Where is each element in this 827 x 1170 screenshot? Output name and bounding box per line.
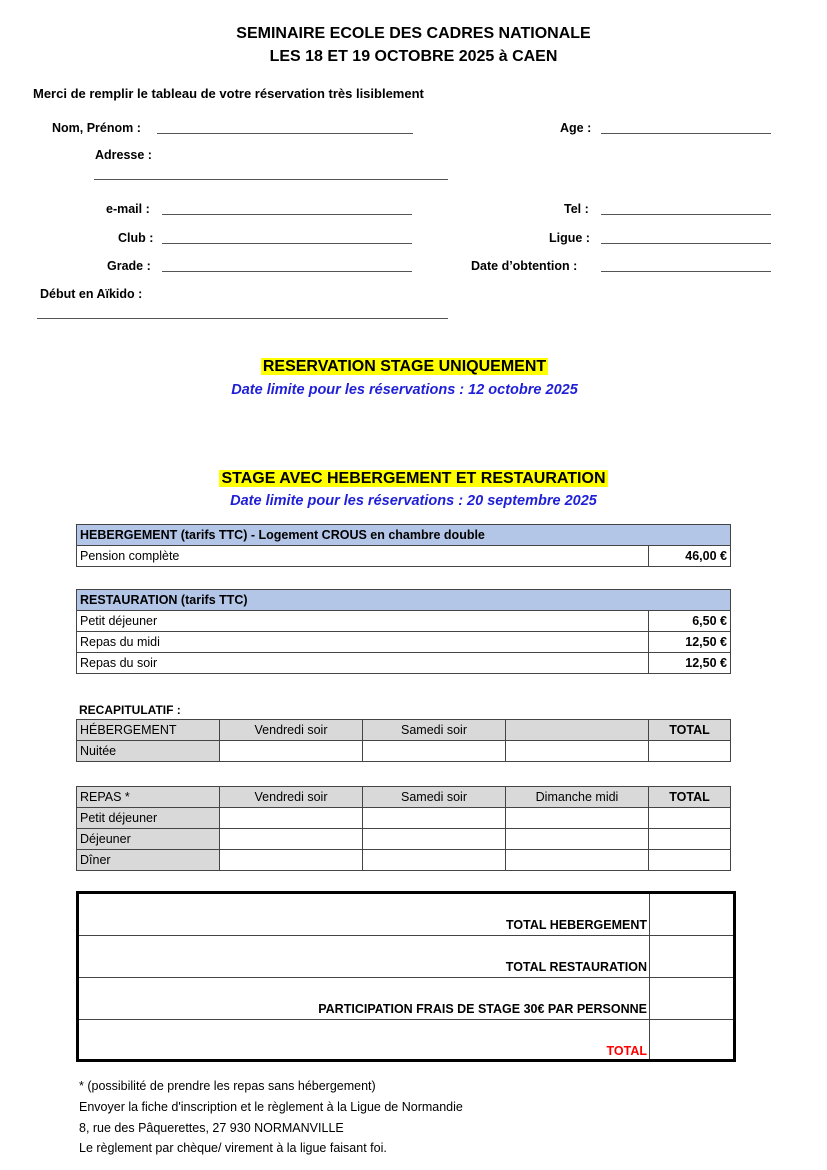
title-line-2: LES 18 ET 19 OCTOBRE 2025 à CAEN	[269, 48, 558, 65]
table-row	[77, 611, 731, 632]
table-row	[77, 850, 731, 871]
field-grade[interactable]	[162, 271, 412, 272]
hebergement-header: HEBERGEMENT (tarifs TTC) - Logement CROUS en chambre double	[77, 525, 731, 546]
input-cell[interactable]	[220, 850, 363, 871]
hebergement-table	[76, 524, 731, 567]
label-age: Age :	[560, 121, 592, 135]
summary-total-cell[interactable]	[650, 1020, 733, 1061]
stage-only-title: RESERVATION STAGE UNIQUEMENT	[262, 358, 547, 375]
col-header	[506, 720, 649, 741]
label-grade: Grade :	[107, 259, 151, 273]
col-header: TOTAL	[649, 787, 731, 808]
recap-title: RECAPITULATIF :	[79, 703, 181, 717]
field-adresse[interactable]	[94, 179, 448, 180]
input-cell[interactable]	[506, 808, 649, 829]
recap-hebergement-table	[76, 719, 731, 762]
price-label: Repas du soir	[77, 653, 649, 674]
table-row	[77, 546, 731, 567]
restauration-table	[76, 589, 731, 674]
summary-value-cell[interactable]	[650, 894, 733, 936]
col-header: Dimanche midi	[506, 787, 649, 808]
summary-row	[79, 894, 651, 936]
footer-note: * (possibilité de prendre les repas sans hébergement)	[79, 1079, 376, 1093]
input-cell[interactable]	[363, 808, 506, 829]
input-cell[interactable]	[363, 829, 506, 850]
input-cell[interactable]	[220, 808, 363, 829]
summary-label: TOTAL RESTAURATION	[505, 960, 647, 974]
input-cell[interactable]	[506, 850, 649, 871]
row-label: Déjeuner	[77, 829, 220, 850]
table-row	[77, 808, 731, 829]
intro-text: Merci de remplir le tableau de votre réservation très lisiblement	[33, 86, 424, 101]
field-email[interactable]	[162, 214, 412, 215]
col-header: REPAS *	[77, 787, 220, 808]
restauration-header: RESTAURATION (tarifs TTC)	[77, 590, 731, 611]
input-cell[interactable]	[649, 850, 731, 871]
table-row	[77, 653, 731, 674]
price-label: Repas du midi	[77, 632, 649, 653]
stage-only-deadline: Date limite pour les réservations : 12 octobre 2025	[231, 382, 578, 398]
input-cell[interactable]	[649, 741, 731, 762]
col-header: Samedi soir	[363, 787, 506, 808]
field-nom[interactable]	[157, 133, 413, 134]
col-header: Vendredi soir	[220, 720, 363, 741]
recap-repas-table	[76, 786, 731, 871]
label-adresse: Adresse :	[95, 148, 152, 162]
input-cell[interactable]	[220, 829, 363, 850]
footer-payment: Le règlement par chèque/ virement à la ligue faisant foi.	[79, 1141, 387, 1155]
label-club: Club :	[118, 231, 154, 245]
row-label: Dîner	[77, 850, 220, 871]
title-line-1: SEMINAIRE ECOLE DES CADRES NATIONALE	[236, 25, 591, 42]
table-row	[77, 632, 731, 653]
price-value: 12,50 €	[649, 632, 731, 653]
stage-full-title: STAGE AVEC HEBERGEMENT ET RESTAURATION	[221, 470, 606, 487]
field-ligue[interactable]	[601, 243, 771, 244]
field-tel[interactable]	[601, 214, 771, 215]
summary-value-cell[interactable]	[650, 936, 733, 978]
label-date-obtention: Date d’obtention :	[471, 259, 578, 273]
summary-row	[79, 978, 651, 1020]
price-value: 6,50 €	[649, 611, 731, 632]
row-label: Nuitée	[77, 741, 220, 762]
input-cell[interactable]	[506, 829, 649, 850]
input-cell[interactable]	[649, 829, 731, 850]
col-header: TOTAL	[649, 720, 731, 741]
input-cell[interactable]	[363, 850, 506, 871]
label-tel: Tel :	[564, 202, 589, 216]
col-header: Samedi soir	[363, 720, 506, 741]
price-value: 46,00 €	[649, 546, 731, 567]
summary-total-label: TOTAL	[606, 1044, 647, 1058]
price-label: Petit déjeuner	[77, 611, 649, 632]
price-label: Pension complète	[77, 546, 649, 567]
summary-row	[79, 936, 651, 978]
summary-value-cell[interactable]	[650, 978, 733, 1020]
col-header: Vendredi soir	[220, 787, 363, 808]
field-debut-aikido[interactable]	[37, 318, 448, 319]
price-value: 12,50 €	[649, 653, 731, 674]
input-cell[interactable]	[220, 741, 363, 762]
summary-box	[76, 891, 736, 1062]
summary-label: TOTAL HEBERGEMENT	[506, 918, 647, 932]
summary-row	[79, 1020, 651, 1061]
input-cell[interactable]	[649, 808, 731, 829]
field-club[interactable]	[162, 243, 412, 244]
footer-instructions: Envoyer la fiche d'inscription et le règlement à la Ligue de Normandie	[79, 1100, 463, 1114]
summary-label: PARTICIPATION FRAIS DE STAGE 30€ PAR PERSONNE	[318, 1002, 647, 1016]
row-label: Petit déjeuner	[77, 808, 220, 829]
label-nom: Nom, Prénom :	[52, 121, 141, 135]
input-cell[interactable]	[363, 741, 506, 762]
summary-divider	[649, 894, 650, 1059]
field-date-obtention[interactable]	[601, 271, 771, 272]
input-cell[interactable]	[506, 741, 649, 762]
stage-full-deadline: Date limite pour les réservations : 20 septembre 2025	[230, 493, 597, 509]
table-row	[77, 829, 731, 850]
field-age[interactable]	[601, 133, 771, 134]
footer-address: 8, rue des Pâquerettes, 27 930 NORMANVILLE	[79, 1121, 344, 1135]
table-row	[77, 741, 731, 762]
col-header: HÉBERGEMENT	[77, 720, 220, 741]
label-debut-aikido: Début en Aïkido :	[40, 287, 143, 301]
label-ligue: Ligue :	[549, 231, 590, 245]
label-email: e-mail :	[106, 202, 150, 216]
